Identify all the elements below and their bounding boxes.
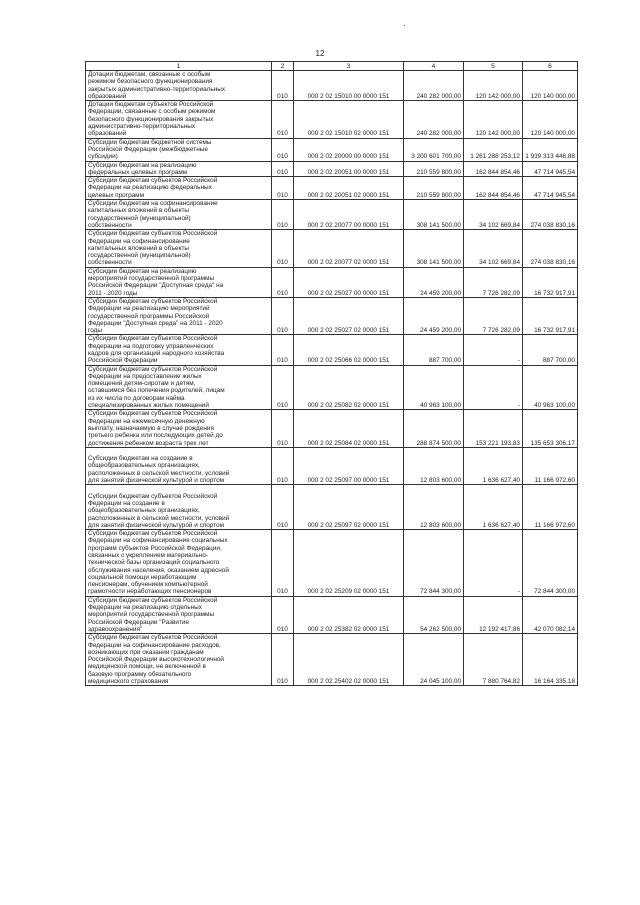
row-executed-cell: 120 142 000,00 <box>464 101 523 138</box>
column-header: 1 <box>86 62 272 71</box>
row-budget-code-cell: 000 2 02 25402 02 0000 151 <box>294 634 404 686</box>
row-budget-code-cell: 000 2 02 20077 02 0000 151 <box>294 230 404 267</box>
row-income-code-cell: 010 <box>272 530 294 597</box>
row-income-code-cell: 010 <box>272 297 294 334</box>
row-income-code-cell: 010 <box>272 101 294 138</box>
scan-speck <box>404 25 405 26</box>
row-budget-code-cell: 000 2 02 25097 02 0000 151 <box>294 485 404 530</box>
row-income-code-cell: 010 <box>272 177 294 200</box>
row-executed-cell: 12 192 417,86 <box>464 596 523 633</box>
row-income-code-cell: 010 <box>272 596 294 633</box>
row-executed-cell: - <box>464 365 523 410</box>
row-income-code-cell: 010 <box>272 161 294 177</box>
row-plan-cell: 24 459 200,00 <box>404 267 464 297</box>
row-executed-cell: 1 636 627,40 <box>464 447 523 484</box>
row-plan-cell: 240 282 000,00 <box>404 71 464 101</box>
column-header: 4 <box>404 62 464 71</box>
row-budget-code-cell: 000 2 02 25209 02 0000 151 <box>294 530 404 597</box>
row-income-code-cell: 010 <box>272 230 294 267</box>
column-header: 5 <box>464 62 523 71</box>
row-executed-cell: 7 880 764,82 <box>464 634 523 686</box>
row-budget-code-cell: 000 2 02 15010 02 0000 151 <box>294 101 404 138</box>
row-executed-cell: 120 142 000,00 <box>464 71 523 101</box>
row-income-code-cell: 010 <box>272 71 294 101</box>
row-income-code-cell: 010 <box>272 335 294 365</box>
row-name-cell: Дотации бюджетам субъектов Российской Федерации, связанные с особым режимом безопасного функционирования закрытых административно-территориальных образований <box>86 101 272 138</box>
column-header: 6 <box>523 62 578 71</box>
row-budget-code-cell: 000 2 02 25066 02 0000 151 <box>294 335 404 365</box>
table-row <box>86 485 578 530</box>
table-row <box>86 634 578 686</box>
table-row <box>86 138 578 161</box>
row-plan-cell: 24 045 100,00 <box>404 634 464 686</box>
row-plan-cell: 240 282 000,00 <box>404 101 464 138</box>
row-remaining-cell: 11 166 972,60 <box>523 447 578 484</box>
row-plan-cell: 12 803 600,00 <box>404 485 464 530</box>
row-remaining-cell: 16 732 917,91 <box>523 267 578 297</box>
row-remaining-cell: 16 732 917,91 <box>523 297 578 334</box>
row-plan-cell: 308 141 500,00 <box>404 200 464 230</box>
row-remaining-cell: 40 963 100,00 <box>523 365 578 410</box>
row-executed-cell: 162 844 854,46 <box>464 161 523 177</box>
row-plan-cell: 210 559 800,00 <box>404 177 464 200</box>
row-plan-cell: 3 200 601 700,00 <box>404 138 464 161</box>
table-row <box>86 101 578 138</box>
row-executed-cell: 34 102 669,84 <box>464 200 523 230</box>
row-budget-code-cell: 000 2 02 15010 00 0000 151 <box>294 71 404 101</box>
row-remaining-cell: 120 140 000,00 <box>523 71 578 101</box>
row-budget-code-cell: 000 2 02 20077 00 0000 151 <box>294 200 404 230</box>
table-row <box>86 161 578 177</box>
row-remaining-cell: 47 714 945,54 <box>523 161 578 177</box>
table-row <box>86 365 578 410</box>
row-name-cell: Субсидии бюджетам на реализацию федеральных целевых программ <box>86 161 272 177</box>
row-name-cell: Субсидии бюджетам на софинансирование капитальных вложений в объекты государственной (муниципальной) собственности <box>86 200 272 230</box>
row-plan-cell: 210 559 800,00 <box>404 161 464 177</box>
row-plan-cell: 24 459 200,00 <box>404 297 464 334</box>
row-remaining-cell: 47 714 945,54 <box>523 177 578 200</box>
budget-table <box>85 61 578 686</box>
table-row <box>86 530 578 597</box>
table-row <box>86 335 578 365</box>
table-row <box>86 267 578 297</box>
row-remaining-cell: 274 038 830,16 <box>523 230 578 267</box>
row-budget-code-cell: 000 2 02 25097 00 0000 151 <box>294 447 404 484</box>
table-row <box>86 71 578 101</box>
row-income-code-cell: 010 <box>272 410 294 447</box>
row-remaining-cell: 1 939 313 446,88 <box>523 138 578 161</box>
row-income-code-cell: 010 <box>272 485 294 530</box>
row-remaining-cell: 11 166 972,60 <box>523 485 578 530</box>
row-plan-cell: 288 874 500,00 <box>404 410 464 447</box>
row-name-cell: Субсидии бюджетам субъектов Российской Федерации на реализацию отдельных мероприятий государственной программы Российской Федерации "Развитие здравоохранения" <box>86 596 272 633</box>
row-name-cell: Субсидии бюджетам субъектов Российской Федерации на софинансирование капитальных вложений в объекты государственной (муниципальной) собственности <box>86 230 272 267</box>
row-remaining-cell: 42 070 082,14 <box>523 596 578 633</box>
row-budget-code-cell: 000 2 02 20000 00 0000 151 <box>294 138 404 161</box>
row-remaining-cell: 72 844 300,00 <box>523 530 578 597</box>
row-budget-code-cell: 000 2 02 25027 02 0000 151 <box>294 297 404 334</box>
row-budget-code-cell: 000 2 02 25082 02 0000 151 <box>294 365 404 410</box>
page-number: 12 <box>315 49 325 58</box>
row-executed-cell: 1 636 627,40 <box>464 485 523 530</box>
row-executed-cell: - <box>464 335 523 365</box>
row-income-code-cell: 010 <box>272 200 294 230</box>
table-row <box>86 230 578 267</box>
row-budget-code-cell: 000 2 02 25382 02 0000 151 <box>294 596 404 633</box>
row-plan-cell: 40 963 100,00 <box>404 365 464 410</box>
table-row <box>86 596 578 633</box>
row-executed-cell: 34 102 669,84 <box>464 230 523 267</box>
row-budget-code-cell: 000 2 02 20051 00 0000 151 <box>294 161 404 177</box>
row-budget-code-cell: 000 2 02 25084 02 0000 151 <box>294 410 404 447</box>
row-name-cell: Субсидии бюджетам субъектов Российской Федерации на подготовку управленческих кадров для организаций народного хозяйства Российской Федерации <box>86 335 272 365</box>
row-income-code-cell: 010 <box>272 365 294 410</box>
row-plan-cell: 887 700,00 <box>404 335 464 365</box>
row-plan-cell: 12 803 600,00 <box>404 447 464 484</box>
row-remaining-cell: 887 700,00 <box>523 335 578 365</box>
row-name-cell: Субсидии бюджетам субъектов Российской Федерации на софинансирование социальных программ субъектов Российской Федерации, связанных с укреплением материально- технической базы организаций социального обслуживания населения, оказанием адресной социальной помощи неработающим пенсионерам, обучением компьютерной грамотности неработающих пенсионеров <box>86 530 272 597</box>
row-remaining-cell: 16 164 335,18 <box>523 634 578 686</box>
row-executed-cell: - <box>464 530 523 597</box>
row-income-code-cell: 010 <box>272 138 294 161</box>
table-row <box>86 297 578 334</box>
row-executed-cell: 7 726 282,09 <box>464 267 523 297</box>
row-plan-cell: 72 844 300,00 <box>404 530 464 597</box>
table-row <box>86 177 578 200</box>
row-executed-cell: 162 844 854,46 <box>464 177 523 200</box>
row-executed-cell: 7 726 282,09 <box>464 297 523 334</box>
column-header: 3 <box>294 62 404 71</box>
row-income-code-cell: 010 <box>272 447 294 484</box>
column-header: 2 <box>272 62 294 71</box>
table-row <box>86 447 578 484</box>
row-executed-cell: 1 261 288 253,12 <box>464 138 523 161</box>
row-name-cell: Субсидии бюджетам субъектов Российской Федерации на софинансирование расходов, возникающих при оказании гражданам Российской Федерации высокотехнологичной медицинской помощи, не включенной в базовую программу обязательного медицинского страхования <box>86 634 272 686</box>
row-name-cell: Дотации бюджетам, связанные с особым режимом безопасного функционирования закрытых административно-территориальных образований <box>86 71 272 101</box>
row-income-code-cell: 010 <box>272 267 294 297</box>
row-plan-cell: 54 262 500,00 <box>404 596 464 633</box>
row-plan-cell: 308 141 500,00 <box>404 230 464 267</box>
row-budget-code-cell: 000 2 02 25027 00 0000 151 <box>294 267 404 297</box>
row-name-cell: Субсидии бюджетам на создание в общеобразовательных организациях, расположенных в сельской местности, условий для занятий физической культурой и спортом <box>86 447 272 484</box>
table-row <box>86 410 578 447</box>
row-remaining-cell: 120 140 000,00 <box>523 101 578 138</box>
row-budget-code-cell: 000 2 02 20051 02 0000 151 <box>294 177 404 200</box>
table-row <box>86 200 578 230</box>
row-name-cell: Субсидии бюджетам субъектов Российской Федерации на реализацию федеральных целевых программ <box>86 177 272 200</box>
row-income-code-cell: 010 <box>272 634 294 686</box>
row-name-cell: Субсидии бюджетам бюджетной системы Российской Федерации (межбюджетные субсидии) <box>86 138 272 161</box>
row-name-cell: Субсидии бюджетам субъектов Российской Федерации на реализацию мероприятий государственной программы Российской Федерации "Доступная среда" на 2011 - 2020 годы <box>86 297 272 334</box>
row-executed-cell: 153 221 193,83 <box>464 410 523 447</box>
row-remaining-cell: 274 038 830,16 <box>523 200 578 230</box>
column-number-row <box>86 62 578 71</box>
row-name-cell: Субсидии бюджетам субъектов Российской Федерации на создание в общеобразовательных организациях, расположенных в сельской местности, условий для занятий физической культурой и спортом <box>86 485 272 530</box>
row-name-cell: Субсидии бюджетам субъектов Российской Федерации на ежемесячную денежную выплату, назначаемую в случае рождения третьего ребенка или последующих детей до достижения ребенком возраста трех лет <box>86 410 272 447</box>
row-remaining-cell: 135 653 306,17 <box>523 410 578 447</box>
row-name-cell: Субсидии бюджетам на реализацию мероприятий государственной программы Российской Федерации "Доступная среда" на 2011 - 2020 годы <box>86 267 272 297</box>
row-name-cell: Субсидии бюджетам субъектов Российской Федерации на предоставление жилых помещений детям-сиротам и детям, оставшимся без попечения родителей, лицам из их числа по договорам найма специализированных жилых помещений <box>86 365 272 410</box>
